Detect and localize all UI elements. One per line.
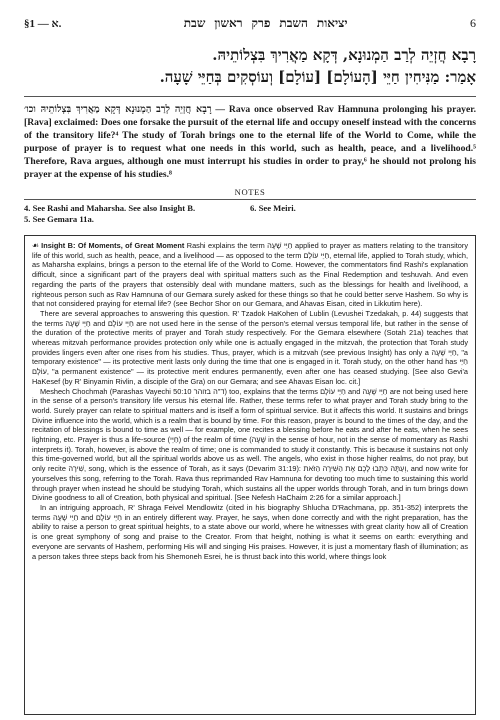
- gemara-line-2: אָמַר: מַנִּיחִין חַיֵּי [הָעוֹלָם] [עוֹלָם] וְעוֹסְקִים בְּחַיֵּי שָׁעָה.: [159, 68, 476, 86]
- divider-rule: [24, 96, 476, 97]
- section-marker: §1 — א.: [24, 18, 62, 30]
- page-header: [24, 16, 476, 32]
- gemara-line-1: רָבָא חֲזְיֵה לְרַב הַמְנוּנָא, דְּקָא מַאֲרִיךְ בִּצְלוֹתֵיהּ.: [212, 46, 476, 64]
- notes-heading: NOTES: [234, 187, 266, 197]
- fleuron-icon: ☙: [32, 241, 40, 250]
- insight-title: Insight B: Of Moments, of Great Moment: [41, 241, 185, 250]
- note-item: 5. See Gemara 11a.: [24, 214, 94, 224]
- translation-text: — Rava once observed Rav Hamnuna prolonging his prayer. [Rava] exclaimed: Does one forsake the pursuit of the eternal life and occupy oneself instead with the concerns of the transitory life?⁴ The study of Torah brings one to the eternal life of the World to Come, while the purpose of prayer is to request what one needs in this world, such as health, peace, and a livelihood.⁵ Therefore, Rava argues, although one must interrupt his studies in order to pray,⁶ he should not prolong his prayer at the expense of his studies.⁸: [24, 104, 476, 180]
- notes-divider: [24, 199, 476, 200]
- note-item: 4. See Rashi and Maharsha. See also Insight B.: [24, 203, 196, 213]
- insight-paragraph: Meshech Chochmah (Parashas Vayechi 50:10 ד"ה בזוהר) too, explains that the terms חַיֵּי עוֹלָם and חַיֵּי שָׁעָה are not being used here in the sense of a person's transitory life versus his eternal life. Rather, these terms refer to what prayer and Torah study bring to the world. Surely prayer can relate to spiritual matters and is itself a form of spiritual service. But it affects this world. It sustains and brings Divine influence into the world, which is a realm that is bound by time. For this reason, prayer is bound to the times of the day, and the recitation of blessings is bound to time as well — for example, one recites a blessing before he eats and after he eats, when he sees lightning, etc. Prayer is thus a life-source (חַיֵּי) of the realm of time (שָׁעָה in the sense of hour, not in the sense of momentary as Rashi interprets it). Torah, however, is above the realm of time; one is commanded to study it constantly. This is because it sustains not only this time-governed world, but all the spiritual worlds above us as well. The angels, who exist in those higher realms, do not pray, but only recite שִׁירָה, song, which is the essence of Torah, as it says (Devarim 31:19): וְעַתָּה כִּתְבוּ לָכֶם אֶת הַשִּׁירָה הַזֹּאת, and now write for yourselves this song, referring to the Torah. Rava thus reprimanded Rav Hamnuna for devoting too much time to sustaining this world through prayer when instead he should be studying Torah, which sustains all the upper worlds through Torah, and in turn brings down Divine goodness to all of Creation, both physical and spiritual. [See Nefesh HaChaim 2:26 for a similar approach.]: [32, 386, 469, 503]
- running-title: יציאות השבת פרק ראשון שבת: [183, 16, 348, 30]
- insight-text: Rashi explains the term חַיֵּי שָׁעָה applied to prayer as matters relating to the transitory life of this world, such as health, peace, and a livelihood — as opposed to the term חַיֵּי עוֹלָם, eternal life, applied to Torah study, which, as Maharsha explains, brings a person to the eternal life of the World to Come. However, the commentators find Rashi's explanation difficult, since a significant part of the prayers deal with spiritual matters such as the Final Redemption and teshuvah. And even regarding the parts of the prayers that ostensibly deal with mundane matters, such as the blessings for health and livelihood, a righteous person such as Rav Hamnuna of our Gemara surely asked for these things so that he could better serve Hashem. So why is that not considered praying for eternal life? (see Bechor Shor on our Gemara, and Ahavas Eisan, cited in Likkutim here).: [32, 241, 468, 309]
- insight-box: [24, 235, 476, 715]
- note-item: 6. See Meiri.: [250, 203, 296, 213]
- insight-paragraph: There are several approaches to answering this question. R' Tzadok HaKohen of Lublin (Levushei Tzedakah, p. 44) suggests that the terms חַיֵּי שָׁעָה and חַיֵּי עוֹלָם are not used here in the sense of the person's eternal versus temporal life, but rather in the sense of the duration of the protective merits of prayer and Torah study respectively. For the Gemara elsewhere (Sotah 21a) teaches that whereas mitzvah performance provides protection only while one is actually engaged in the mitzvah, the protection that Torah study provides lingers even after one rises from his studies. Thus, prayer, which is a mitzvah (see previous Insight) has only a חַיֵּי שָׁעָה, "a temporary existence" — its protective merit lasts only during the time that one is engaged in it. Torah study, on the other hand has חַיֵּי עוֹלָם, "a permanent existence" — its protective merit endures permanently, even after one has ceased studying. [See also Gevi'a HaKesef (by R' Binyamin Rivlin, a disciple of the Gra) on our Gemara; and see Ahavas Eisan loc. cit.]: [32, 308, 469, 386]
- page-number: 6: [469, 16, 476, 30]
- notes-list: [24, 203, 476, 225]
- note-item: [250, 214, 476, 225]
- insight-paragraph: [32, 241, 468, 309]
- gemara-hebrew-text: [24, 44, 476, 88]
- translation-paragraph: [24, 103, 476, 181]
- translation-hebrew-lead: רָבָא חֲזְיֵה לְרַב הַמְנוּנָא דְּקָא מַאֲרִיךְ בִּצְלוֹתֵיהּ וכו׳: [24, 104, 212, 115]
- insight-paragraph: In an intriguing approach, R' Shraga Feivel Mendlowitz (cited in his biography Shlucha D'Rachmana, pp. 351-352) interprets the terms חַיֵּי שָׁעָה and חַיֵּי עוֹלָם in an entirely different way. Prayer, he says, when done correctly and with the right preparation, has the ability to raise a person to great spiritual heights, to a state above our world, where he witnesses with great clarity how all of Creation is one great symphony of song and praise to the Creator. From that height, nothing is what it seems on earth: everything and everyone are servants of Hashem, performing His will and singing His praises. However, it is just a momentary flash of illumination; as a person takes three steps back from his Shemoneh Esrei, he is thrust back into this world, where things look: [32, 502, 468, 561]
